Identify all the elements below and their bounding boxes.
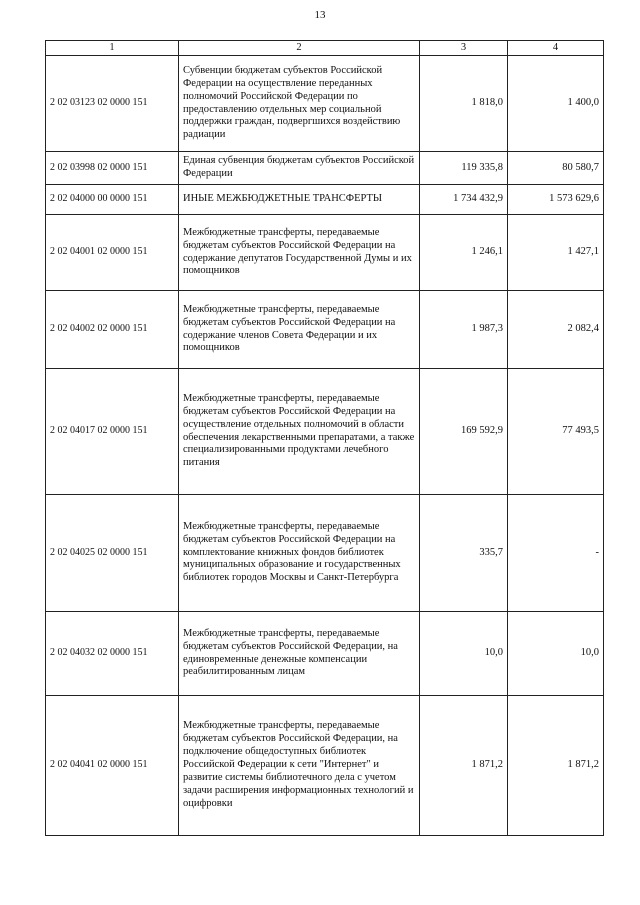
row-value-4: 1 871,2 [508,696,604,836]
row-value-4: 80 580,7 [508,152,604,185]
row-code: 2 02 04002 02 0000 151 [46,291,179,369]
row-value-3: 1 734 432,9 [420,185,508,215]
header-col-2: 2 [179,41,420,56]
row-code: 2 02 04001 02 0000 151 [46,215,179,291]
table-row [46,152,604,185]
row-value-4: 77 493,5 [508,369,604,495]
row-value-4: 1 400,0 [508,56,604,152]
row-name: Межбюджетные трансферты, передаваемые бюджетам субъектов Российской Федерации, на единовременные денежные компенсации реабилитированным лицам [179,612,420,696]
budget-table [45,40,604,836]
page-number: 13 [314,9,326,21]
row-name: Межбюджетные трансферты, передаваемые бюджетам субъектов Российской Федерации, на подключение общедоступных библиотек Российской Федерации к сети "Интернет" и развитие системы библиотечного дела с учетом задачи расширения информационных технологий и оцифровки [179,696,420,836]
table-header-row [46,41,604,56]
row-value-4: 1 427,1 [508,215,604,291]
row-name: ИНЫЕ МЕЖБЮДЖЕТНЫЕ ТРАНСФЕРТЫ [179,185,420,215]
row-value-4: - [508,495,604,612]
row-code: 2 02 04041 02 0000 151 [46,696,179,836]
row-value-3: 1 871,2 [420,696,508,836]
row-code: 2 02 03998 02 0000 151 [46,152,179,185]
row-name: Субвенции бюджетам субъектов Российской Федерации на осуществление переданных полномочий Российской Федерации по предоставлению отдельных мер социальной поддержки граждан, подвергшихся воздействию радиации [179,56,420,152]
row-value-4: 10,0 [508,612,604,696]
row-value-3: 1 818,0 [420,56,508,152]
row-code: 2 02 04032 02 0000 151 [46,612,179,696]
row-code: 2 02 03123 02 0000 151 [46,56,179,152]
row-code: 2 02 04000 00 0000 151 [46,185,179,215]
table-row [46,696,604,836]
row-value-4: 2 082,4 [508,291,604,369]
row-value-4: 1 573 629,6 [508,185,604,215]
table-row [46,291,604,369]
header-col-1: 1 [46,41,179,56]
row-value-3: 1 246,1 [420,215,508,291]
table-row [46,495,604,612]
row-value-3: 169 592,9 [420,369,508,495]
table-row [46,185,604,215]
row-value-3: 1 987,3 [420,291,508,369]
table-row [46,369,604,495]
table-row [46,215,604,291]
row-value-3: 335,7 [420,495,508,612]
row-value-3: 119 335,8 [420,152,508,185]
row-name: Межбюджетные трансферты, передаваемые бюджетам субъектов Российской Федерации на комплектование книжных фондов библиотек муниципальных образование и государственных библиотек городов Москвы и Санкт-Петербурга [179,495,420,612]
table-row [46,612,604,696]
header-col-4: 4 [508,41,604,56]
row-name: Межбюджетные трансферты, передаваемые бюджетам субъектов Российской Федерации на содержание членов Совета Федерации и их помощников [179,291,420,369]
row-name: Межбюджетные трансферты, передаваемые бюджетам субъектов Российской Федерации на осуществление отдельных полномочий в области обеспечения лекарственными препаратами, а также специализированными продуктами лечебного питания [179,369,420,495]
row-code: 2 02 04025 02 0000 151 [46,495,179,612]
row-name: Единая субвенция бюджетам субъектов Российской Федерации [179,152,420,185]
row-code: 2 02 04017 02 0000 151 [46,369,179,495]
row-value-3: 10,0 [420,612,508,696]
header-col-3: 3 [420,41,508,56]
row-name: Межбюджетные трансферты, передаваемые бюджетам субъектов Российской Федерации на содержание депутатов Государственной Думы и их помощников [179,215,420,291]
table-row [46,56,604,152]
